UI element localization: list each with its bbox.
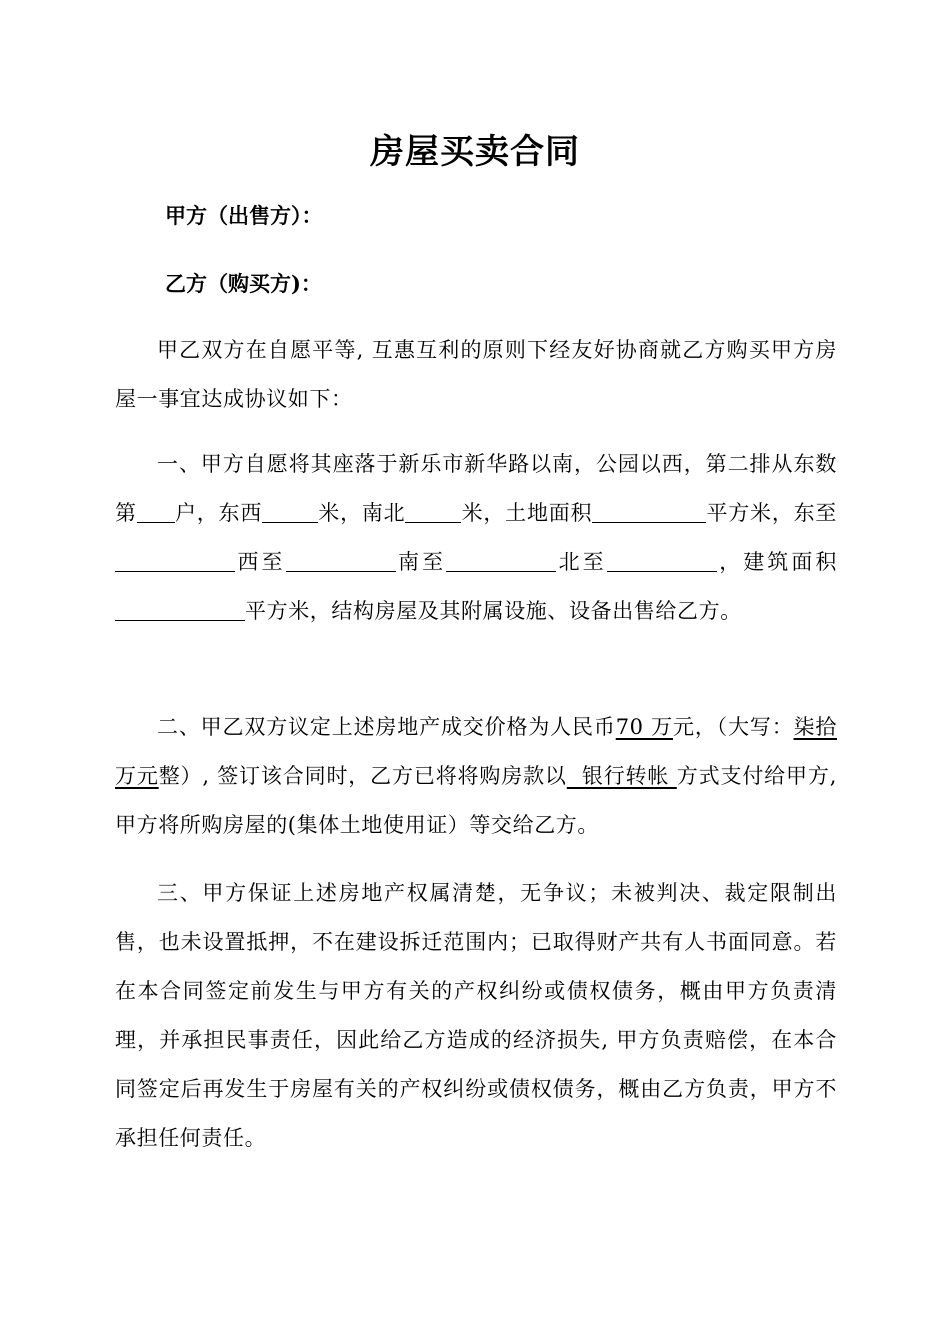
clause-2-text: 二、甲乙双方议定上述房地产成交价格为人民币: [157, 715, 616, 739]
party-a-label: 甲方（出售方）：: [165, 203, 323, 228]
clause-1-text: ，: [716, 550, 744, 574]
north-boundary-blank: [607, 550, 717, 572]
price-in-words: 柒拾万元: [115, 715, 838, 788]
payment-method: 银行转帐: [566, 764, 677, 788]
clause-1-text: 西至: [235, 550, 286, 574]
document-title: 房屋买卖合同: [370, 132, 580, 172]
clause-1-text: 一、甲方自愿将其座落于新乐市新华路以南，公园以西，第二排从东数第: [115, 452, 837, 525]
clause-1-text: 建筑面积: [743, 550, 838, 574]
clause-1-text: 南至: [395, 550, 447, 574]
clause-1-text: 北至: [556, 550, 607, 574]
clause-1-text: 米，南北: [318, 501, 406, 525]
clause-2-paragraph: [115, 703, 837, 850]
clause-1-text: 平方米，结构房屋及其附属设施、设备出售给乙方。: [245, 599, 742, 623]
clause-1-text: 平方米，: [706, 501, 794, 525]
clause-1-text: 户，东西: [174, 501, 263, 525]
east-boundary-blank: [115, 550, 235, 572]
clause-2-text: 整）, 签订该合同时，乙方已将将购房款以: [158, 764, 567, 788]
household-number-blank: [137, 501, 175, 523]
intro-paragraph: 甲乙双方在自愿平等, 互惠互利的原则下经友好协商就乙方购买甲方房屋一事宜达成协议如下：: [115, 338, 837, 411]
north-south-length-blank: [405, 501, 461, 523]
clause-1-text: 东至: [793, 501, 837, 525]
clause-2-text: 方式支付给甲方, 甲方将所购房屋的(集体土地使用证）等交给乙方。: [115, 764, 837, 837]
party-b-label: 乙方（购买方)：: [165, 271, 322, 296]
land-area-blank: [592, 501, 706, 523]
clause-1-paragraph: [115, 440, 837, 636]
clause-3-paragraph: 三、甲方保证上述房地产权属清楚，无争议；未被判决、裁定限制出售，也未设置抵押，不在建设拆迁范围内；已取得财产共有人书面同意。若在本合同签定前发生与甲方有关的产权纠纷或债权债务，概由甲方负责清理，并承担民事责任，因此给乙方造成的经济损失, 甲方负责赔偿，在本合同签定后再发生于房屋有关的产权纠纷或债权债务，概由乙方负责，甲方不承担任何责任。: [115, 881, 837, 1150]
clause-2-text: 元，（大写：: [673, 715, 794, 739]
south-boundary-blank: [446, 550, 556, 572]
price-value: 70 万: [615, 715, 673, 739]
east-west-length-blank: [262, 501, 318, 523]
clause-1-text: 米，土地面积: [461, 501, 593, 525]
building-area-blank: [115, 599, 245, 621]
west-boundary-blank: [286, 550, 396, 572]
